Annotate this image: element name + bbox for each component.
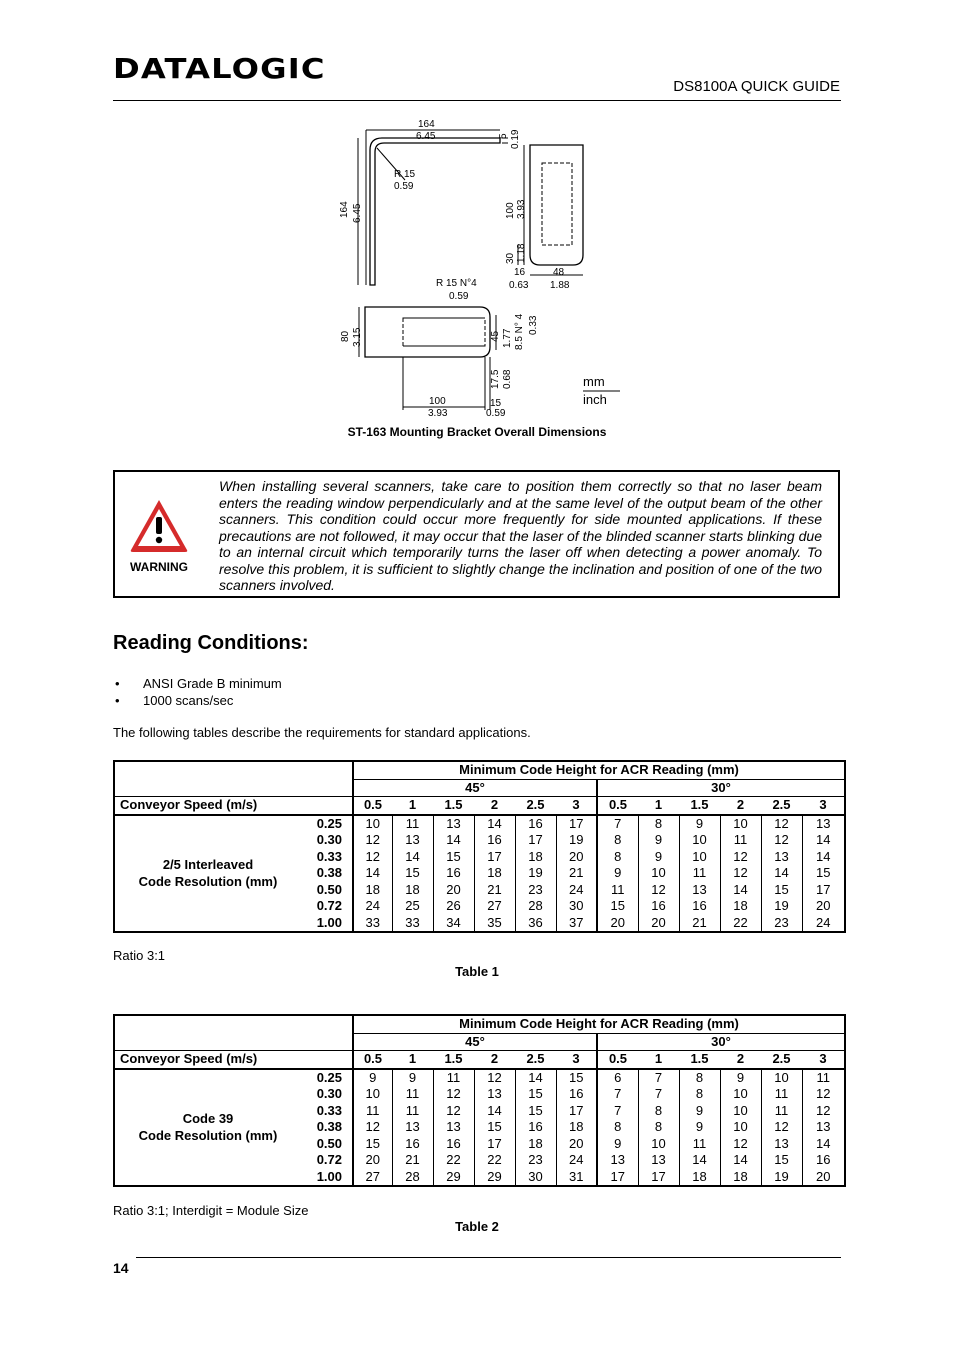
table-cell: 15 [515,1103,556,1120]
dim-corner-radius-mm: R 15 N°4 [436,278,477,289]
dim-thickness-mm: 5 [498,133,509,139]
table-cell: 18 [720,1169,761,1187]
table-cell: 23 [761,915,802,933]
table-cell: 12 [638,882,679,899]
table-cell: 20 [556,849,597,866]
angle-header: 45° [353,1033,597,1051]
table-cell: 11 [761,1086,802,1103]
table-cell: 33 [392,915,433,933]
table-cell: 37 [556,915,597,933]
dim-edge-inch: 0.63 [509,280,529,291]
speed-value: 3 [556,797,597,815]
speed-label: Conveyor Speed (m/s) [114,1051,353,1069]
speed-value: 1 [638,797,679,815]
warning-box [113,470,840,598]
table-cell: 27 [353,1169,392,1187]
intro-text: The following tables describe the requirements for standard applications. [113,725,531,740]
table-cell: 12 [802,1103,845,1120]
speed-value: 1 [638,1051,679,1069]
speed-value: 2.5 [761,797,802,815]
table-cell: 29 [433,1169,474,1187]
table-cell: 14 [802,849,845,866]
table-cell: 25 [392,898,433,915]
footer-rule [136,1257,841,1258]
table-cell: 14 [474,815,515,833]
dim-slot-width-inch: 1.88 [550,280,570,291]
table-cell: 16 [515,1119,556,1136]
speed-value: 0.5 [597,1051,638,1069]
table-cell: 8 [638,1119,679,1136]
table-cell: 21 [392,1152,433,1169]
table-cell: 7 [597,815,638,833]
table-2-caption: Table 2 [455,1219,499,1234]
resolution-value: 1.00 [301,915,353,933]
table-cell: 11 [761,1103,802,1120]
table-cell: 12 [720,849,761,866]
table-cell: 15 [353,1136,392,1153]
table-cell: 11 [392,1103,433,1120]
table-cell: 17 [474,849,515,866]
table-cell: 9 [720,1069,761,1087]
table-cell: 12 [433,1103,474,1120]
list-item: • ANSI Grade B minimum [113,675,282,692]
table-cell: 16 [515,815,556,833]
table-cell: 17 [556,815,597,833]
document-title: DS8100A QUICK GUIDE [673,78,840,95]
datalogic-logo: DATALOGIC [113,52,326,85]
table-cell: 13 [392,1119,433,1136]
table-2-note: Ratio 3:1; Interdigit = Module Size [113,1203,309,1218]
dim-slot-length-inch: 3.93 [428,408,448,419]
table-cell: 18 [679,1169,720,1187]
table-cell: 12 [761,815,802,833]
table-row [114,815,845,833]
speed-value: 3 [802,797,845,815]
table-cell: 11 [679,1136,720,1153]
table-cell: 18 [515,849,556,866]
table-cell: 9 [392,1069,433,1087]
table-corner [114,761,301,797]
table-cell: 16 [556,1086,597,1103]
table-cell: 17 [556,1103,597,1120]
warning-triangle-icon [129,498,189,554]
table-cell: 21 [556,865,597,882]
angle-header: 30° [597,779,845,797]
table-cell: 10 [679,849,720,866]
table-cell: 14 [761,865,802,882]
table-cell: 36 [515,915,556,933]
dim-slot-width-mm: 48 [553,267,565,278]
table-cell: 16 [433,865,474,882]
table-cell: 8 [638,815,679,833]
resolution-value: 0.38 [316,865,342,881]
dim-slot-size-inch: 0.33 [528,315,539,335]
table-cell: 14 [802,1136,845,1153]
dim-radius-mm: R 15 [394,169,416,180]
table-cell: 24 [556,1152,597,1169]
table-cell: 20 [433,882,474,899]
table-cell: 14 [515,1069,556,1087]
table-cell: 14 [720,882,761,899]
speed-value: 3 [556,1051,597,1069]
resolution-value: 0.30 [316,832,342,848]
speed-value: 2 [474,797,515,815]
table-row [114,1069,845,1087]
table-heading: Minimum Code Height for ACR Reading (mm) [353,1015,845,1033]
angle-header: 30° [597,1033,845,1051]
table-cell: 12 [474,1069,515,1087]
unit-inch: inch [583,392,607,407]
table-cell: 11 [392,815,433,833]
table-cell: 18 [515,1136,556,1153]
table-cell: 15 [761,1152,802,1169]
table-cell: 33 [353,915,392,933]
resolution-value: 0.50 [316,881,342,897]
dim-thickness-inch: 0.19 [510,129,521,149]
table-cell: 21 [474,882,515,899]
table-cell: 20 [597,915,638,933]
angle-header: 45° [353,779,597,797]
speed-value: 2.5 [515,1051,556,1069]
resolution-value: 0.25 [316,815,342,831]
bracket-drawing [330,115,630,425]
table-1 [113,760,846,933]
table-cell: 15 [474,1119,515,1136]
table-cell: 10 [353,1086,392,1103]
table-cell: 13 [433,1119,474,1136]
table-cell: 28 [392,1169,433,1187]
code-type: 2/5 Interleaved [162,857,254,873]
table-corner [114,1015,301,1051]
table-cell: 12 [761,832,802,849]
table-cell: 15 [433,849,474,866]
dim-plate-height-mm: 80 [340,330,351,342]
dim-height-inch: 6.45 [352,203,363,223]
dim-slot-height-mm: 100 [505,202,516,219]
table-cell: 11 [679,865,720,882]
table-cell: 24 [556,882,597,899]
resolution-value: 0.72 [316,1152,342,1168]
table-cell: 10 [679,832,720,849]
table-cell: 31 [556,1169,597,1187]
dim-width-mm: 164 [418,119,435,130]
table-2 [113,1014,846,1187]
table-cell: 19 [761,1169,802,1187]
table-cell: 24 [353,898,392,915]
dim-slot-edge-inch: 0.68 [502,369,513,389]
code-type: Code 39 [182,1111,234,1127]
table-cell: 17 [515,832,556,849]
speed-value: 1.5 [433,797,474,815]
table-cell: 22 [433,1152,474,1169]
table-cell: 23 [515,1152,556,1169]
table-cell: 22 [720,915,761,933]
table-cell: 15 [802,865,845,882]
unit-mm: mm [583,374,605,389]
table-cell: 9 [597,865,638,882]
section-title: Reading Conditions: [113,632,309,654]
speed-label: Conveyor Speed (m/s) [114,797,353,815]
table-cell: 18 [556,1119,597,1136]
table-cell: 10 [720,1086,761,1103]
dim-end-inch: 0.59 [486,408,506,419]
speed-value: 3 [802,1051,845,1069]
table-cell: 20 [638,915,679,933]
resolution-value: 0.72 [316,898,342,914]
dim-radius-inch: 0.59 [394,181,414,192]
table-1-note: Ratio 3:1 [113,948,166,963]
header-rule [113,100,841,101]
table-cell: 13 [802,815,845,833]
code-resolution-label: Code Resolution (mm) [138,1128,278,1144]
table-cell: 30 [556,898,597,915]
table-cell: 18 [474,865,515,882]
resolution-value: 0.38 [316,1119,342,1135]
speed-value: 0.5 [353,1051,392,1069]
table-cell: 18 [353,882,392,899]
table-cell: 12 [353,1119,392,1136]
table-cell: 7 [638,1086,679,1103]
table-cell: 18 [720,898,761,915]
table-cell: 8 [679,1069,720,1087]
table-cell: 8 [638,1103,679,1120]
table-cell: 21 [679,915,720,933]
speed-value: 2 [474,1051,515,1069]
speed-value: 1 [392,1051,433,1069]
table-cell: 20 [556,1136,597,1153]
table-cell: 10 [720,1119,761,1136]
resolution-value: 0.33 [316,848,342,864]
table-cell: 16 [474,832,515,849]
table-heading: Minimum Code Height for ACR Reading (mm) [353,761,845,779]
dim-slot-length-mm: 100 [429,396,446,407]
table-cell: 20 [802,1169,845,1187]
table-cell: 12 [353,832,392,849]
speed-value: 1.5 [433,1051,474,1069]
warning-label: WARNING [130,560,188,574]
table-cell: 9 [638,832,679,849]
dim-offset-inch: 1.18 [516,243,527,263]
table-cell: 11 [802,1069,845,1087]
table-cell: 12 [802,1086,845,1103]
table-cell: 10 [761,1069,802,1087]
dim-corner-radius-inch: 0.59 [449,291,469,302]
dim-slot-gap-inch: 1.77 [502,328,513,348]
table-cell: 15 [597,898,638,915]
dim-slot-gap-mm: 45 [490,330,501,342]
table-cell: 12 [720,865,761,882]
list-item: • 1000 scans/sec [113,692,282,709]
table-cell: 15 [556,1069,597,1087]
table-cell: 29 [474,1169,515,1187]
table-cell: 8 [597,1119,638,1136]
table-cell: 8 [597,832,638,849]
table-cell: 35 [474,915,515,933]
table-cell: 14 [353,865,392,882]
table-cell: 9 [597,1136,638,1153]
dim-offset-mm: 30 [505,252,516,264]
resolution-value: 0.33 [316,1102,342,1118]
table-cell: 7 [638,1069,679,1087]
table-cell: 14 [433,832,474,849]
table-cell: 19 [556,832,597,849]
table-cell: 12 [433,1086,474,1103]
speed-value: 0.5 [353,797,392,815]
speed-value: 1 [392,797,433,815]
table-cell: 17 [597,1169,638,1187]
code-resolution-label: Code Resolution (mm) [138,874,278,890]
table-cell: 9 [679,1119,720,1136]
table-cell: 11 [392,1086,433,1103]
resolution-value: 0.25 [316,1069,342,1085]
table-cell: 13 [761,1136,802,1153]
table-cell: 12 [761,1119,802,1136]
resolution-value: 0.30 [316,1086,342,1102]
table-cell: 11 [720,832,761,849]
table-cell: 17 [474,1136,515,1153]
speed-value: 1.5 [679,797,720,815]
table-cell: 14 [679,1152,720,1169]
table-cell: 9 [638,849,679,866]
speed-value: 2.5 [761,1051,802,1069]
dim-slot-height-inch: 3.93 [516,199,527,219]
table-cell: 8 [679,1086,720,1103]
table-cell: 10 [638,1136,679,1153]
table-cell: 27 [474,898,515,915]
table-cell: 13 [638,1152,679,1169]
speed-value: 1.5 [679,1051,720,1069]
table-cell: 20 [353,1152,392,1169]
dim-end-mm: 15 [490,398,502,409]
table-cell: 11 [597,882,638,899]
table-1-caption: Table 1 [455,964,499,979]
table-cell: 12 [353,849,392,866]
table-cell: 16 [433,1136,474,1153]
table-cell: 28 [515,898,556,915]
page-number: 14 [113,1260,129,1276]
table-cell: 22 [474,1152,515,1169]
table-cell: 10 [353,815,392,833]
speed-value: 0.5 [597,797,638,815]
table-cell: 16 [638,898,679,915]
table-cell: 23 [515,882,556,899]
table-cell: 6 [597,1069,638,1087]
table-cell: 11 [353,1103,392,1120]
table-cell: 14 [802,832,845,849]
speed-value: 2 [720,797,761,815]
table-cell: 7 [597,1103,638,1120]
table-cell: 26 [433,898,474,915]
figure-caption: ST-163 Mounting Bracket Overall Dimensions [347,425,607,439]
code-type-cell [114,1069,301,1187]
table-cell: 13 [761,849,802,866]
speed-value: 2.5 [515,797,556,815]
table-cell: 15 [761,882,802,899]
table-cell: 17 [638,1169,679,1187]
table-cell: 14 [474,1103,515,1120]
dim-slot-edge-mm: 17.5 [490,369,501,389]
table-cell: 34 [433,915,474,933]
table-cell: 11 [433,1069,474,1087]
table-cell: 16 [392,1136,433,1153]
dim-width-inch: 6.45 [416,131,436,142]
table-cell: 16 [802,1152,845,1169]
table-cell: 9 [679,1103,720,1120]
table-cell: 24 [802,915,845,933]
table-cell: 13 [597,1152,638,1169]
table-cell: 14 [392,849,433,866]
table-cell: 9 [679,815,720,833]
table-cell: 19 [515,865,556,882]
table-cell: 13 [802,1119,845,1136]
table-cell: 7 [597,1086,638,1103]
resolution-value: 0.50 [316,1135,342,1151]
table-cell: 10 [638,865,679,882]
conditions-list [113,675,282,709]
warning-text: When installing several scanners, take care to position them correctly so that no laser beam enters the reading window perpendicularly and at the same level of the output beam of the other scanners. This condition could occur more frequently for side mounted applications. If these precautions are not followed, it may occur that the laser of the blinded scanner starts blinking due to an internal circuit which temporarily turns the laser off when detecting a power anomaly. To resolve this problem, it is sufficient to slightly change the inclination and position of one of the two scanners involved. [219,478,822,593]
table-cell: 15 [515,1086,556,1103]
dim-edge-mm: 16 [514,267,526,278]
dim-plate-height-inch: 3.15 [352,327,363,347]
table-cell: 13 [679,882,720,899]
table-cell: 12 [720,1136,761,1153]
speed-value: 2 [720,1051,761,1069]
table-cell: 16 [679,898,720,915]
dim-height-mm: 164 [339,201,350,218]
table-cell: 10 [720,815,761,833]
table-cell: 14 [720,1152,761,1169]
table-cell: 30 [515,1169,556,1187]
table-cell: 10 [720,1103,761,1120]
table-cell: 19 [761,898,802,915]
table-cell: 18 [392,882,433,899]
table-cell: 13 [433,815,474,833]
table-cell: 8 [597,849,638,866]
dim-slot-size-mm: 8.5 N° 4 [514,313,525,350]
resolution-value: 1.00 [301,1169,353,1187]
table-cell: 13 [474,1086,515,1103]
table-cell: 17 [802,882,845,899]
table-cell: 20 [802,898,845,915]
table-cell: 9 [353,1069,392,1087]
code-type-cell [114,815,301,933]
table-cell: 15 [392,865,433,882]
table-cell: 13 [392,832,433,849]
